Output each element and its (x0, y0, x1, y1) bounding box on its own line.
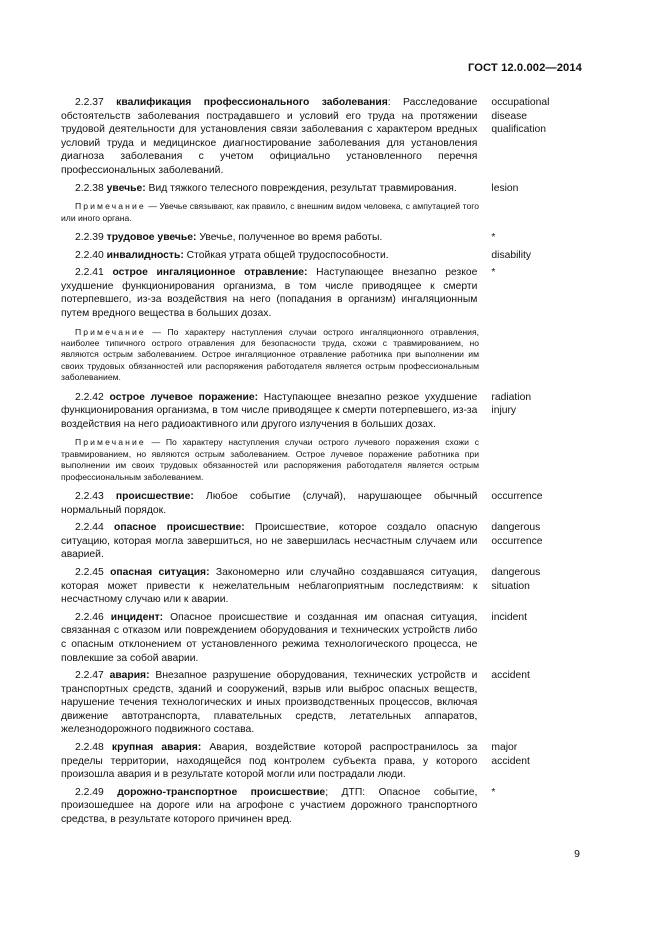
english-equivalent: * (491, 267, 496, 279)
term-entry-2-2-43 (61, 490, 591, 517)
note-text: — По характеру наступления случаи острого лучевого поражения схожи с травмированием, но являются острым заболеванием. Острое лучевое поражение работника при выполнении им своих трудовых обязанностей или распоряжения работодателя является острым профессиональным заболеванием. (61, 437, 479, 482)
term-definition (61, 566, 477, 607)
term-number: 2.2.40 (75, 249, 104, 261)
term-definition (61, 611, 477, 665)
term-definition (61, 521, 477, 562)
term-definition (61, 490, 477, 517)
english-equivalent: occurrence (491, 490, 543, 502)
term-definition-text: Наступающее внезапно резкое ухудшение функционирования организма, в том числе приводящее к смерти потерпевшего, из-за воздействия на него (попадания в организм) ингаляционным путем вредного вещества в больших дозах. (61, 267, 478, 319)
term-definition (61, 741, 477, 782)
note-label: Примечание (75, 326, 146, 337)
term-entry-2-2-42 (61, 391, 591, 432)
english-equivalent: dangerous situation (491, 566, 541, 592)
note-text: — Увечье связывают, как правило, с внешним видом человека, с ампутацией того или иного органа. (61, 201, 479, 223)
term-entry-2-2-47 (61, 669, 591, 737)
term-definition-text: Любое событие (случай), нарушающее обычный нормальный порядок. (61, 490, 478, 516)
term-number: 2.2.37 (75, 97, 104, 108)
english-equivalent: occupational disease qualification (491, 97, 550, 136)
term-entry-2-2-38 (61, 182, 591, 196)
english-equivalent: dangerous occurrence (491, 522, 543, 547)
term-definition-text: Наступающее внезапно резкое ухудшение функционирования организма, в том числе приводящее к смерти потерпевшего, из-за воздействия на него радиоактивного или другого излучения в больших дозах. (61, 391, 478, 430)
term-definition (61, 669, 477, 737)
note-label: Примечание (75, 201, 146, 212)
term-definition (61, 182, 477, 196)
term-definition (61, 231, 477, 245)
term-separator: ; ДТП: (325, 786, 366, 798)
term-name: авария: (109, 670, 150, 682)
term-definition-text: Авария, воздействие которой распространилось за пределы территории, находящейся под контролем субъекта права, у которого произошла авария и в результате которой могли или пострадали люди. (61, 742, 478, 781)
document-code: ГОСТ 12.0.002—2014 (467, 62, 582, 74)
english-equivalent: lesion (491, 182, 519, 194)
note-text: — По характеру наступления случаи острого ингаляционного отравления, наиболее типичного острого отравления для безопасности труда, схожи с травмированием, но являются острым заболеванием. Острое ингаляционное отравление работника при выполнении им своих трудовых обязанностей или распоряжения работодателя является острым профессиональным заболеванием. (61, 326, 479, 383)
term-entry-2-2-48 (61, 741, 591, 782)
note-2-2-42 (61, 437, 479, 483)
term-definition-text: Вид тяжкого телесного повреждения, результат травмирования. (145, 182, 457, 194)
term-number: 2.2.47 (75, 670, 104, 682)
note-2-2-38 (61, 201, 479, 224)
term-definition (61, 786, 477, 827)
term-definition-text: Происшествие, которое создало опасную ситуацию, которая могла завершиться, но не завершилась несчастным случаем или аварией. (61, 522, 478, 561)
term-separator: : (387, 97, 391, 108)
note-label: Примечание (75, 437, 146, 448)
term-name: опасное происшествие: (114, 522, 245, 534)
term-definition-text: Внезапное разрушение оборудования, технических устройств и транспортных средств, зданий и сооружений, взрыв или выброс опасных веществ, нарушение течения технологических и иных производственных процессов, включая движение автотранспорта, плавательных средств, летательных аппаратов, железнодорожного подвижного состава. (61, 670, 478, 736)
term-name: острое лучевое поражение: (109, 391, 259, 403)
term-number: 2.2.49 (75, 786, 104, 798)
term-number: 2.2.45 (75, 566, 104, 578)
term-name: трудовое увечье: (106, 231, 197, 243)
term-definition-text: Расследование обстоятельств заболевания пострадавшего и условий его труда на протяжении трудовой деятельности для установления связи заболевания с характером вредных условий труда и медицинское диагностирование заболевания для установления диагноза заболевания с учетом официально установленного перечня профессиональных заболеваний. (61, 97, 478, 176)
term-name: увечье: (106, 182, 146, 194)
term-number: 2.2.39 (75, 231, 104, 243)
term-definition-text: Закономерно или случайно создавшаяся ситуация, которая может привести к нежелательным неблагоприятным последствиям: к несчастному случаю или к аварии. (61, 566, 478, 606)
english-equivalent: major accident (491, 742, 530, 767)
term-entry-2-2-45 (61, 566, 591, 607)
term-name: инвалидность: (106, 249, 184, 261)
term-name: квалификация профессионального заболевания (116, 97, 388, 108)
term-name: дорожно-транспортное происшествие (117, 786, 326, 798)
term-number: 2.2.42 (75, 391, 104, 403)
term-name: острое ингаляционное отравление: (112, 267, 308, 279)
term-number: 2.2.41 (75, 267, 104, 279)
term-name: опасная ситуация: (110, 566, 210, 578)
english-equivalent: disability (491, 249, 532, 261)
term-number: 2.2.44 (75, 522, 104, 534)
term-number: 2.2.46 (75, 611, 104, 623)
term-number: 2.2.38 (75, 182, 104, 194)
term-definition-text: Опасное событие, произошедшее на дороге или на агрофоне с участием дорожного транспортного средства, в результате которого причинен вред. (61, 786, 478, 826)
page-number: 9 (574, 848, 580, 860)
terms-list (61, 96, 591, 831)
term-definition (61, 96, 477, 178)
term-definition (61, 391, 477, 432)
term-definition-text: Увечье, полученное во время работы. (196, 231, 383, 243)
term-definition-text: Стойкая утрата общей трудоспособности. (183, 249, 389, 261)
note-2-2-41 (61, 327, 479, 384)
term-entry-2-2-46 (61, 611, 591, 665)
term-entry-2-2-49 (61, 786, 591, 827)
english-equivalent: incident (491, 611, 528, 623)
english-equivalent: * (491, 231, 496, 243)
term-definition (61, 266, 477, 320)
term-entry-2-2-41 (61, 266, 591, 320)
term-number: 2.2.48 (75, 742, 104, 754)
term-entry-2-2-44 (61, 521, 591, 562)
term-name: инцидент: (110, 611, 164, 623)
english-equivalent: accident (491, 670, 530, 682)
term-number: 2.2.43 (75, 490, 104, 502)
english-equivalent: radiation injury (491, 391, 532, 417)
term-name: крупная авария: (111, 742, 202, 754)
term-name: происшествие: (115, 490, 194, 502)
english-equivalent: * (491, 786, 496, 798)
term-entry-2-2-39 (61, 231, 591, 245)
term-definition (61, 249, 477, 263)
term-entry-2-2-37 (61, 96, 591, 178)
term-definition-text: Опасное происшествие и созданная им опасная ситуация, связанная с отказом или повреждением оборудования и технических устройств либо с опасным отклонением от установленного режима технологического процесса, не повлекшие за собой аварии. (61, 611, 478, 664)
term-entry-2-2-40 (61, 249, 591, 263)
